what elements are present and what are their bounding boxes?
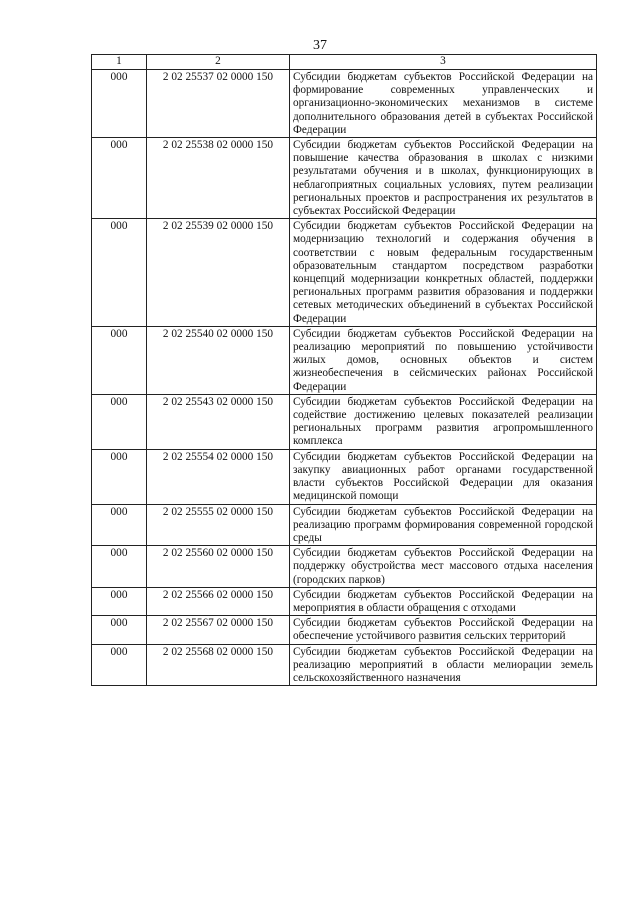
table-header-row: [92, 55, 597, 70]
table-row: [92, 326, 597, 394]
admin-code-cell: 000: [92, 138, 147, 219]
table-row: [92, 546, 597, 588]
classification-code-cell: 2 02 25560 02 0000 150: [147, 546, 290, 588]
classification-code-cell: 2 02 25555 02 0000 150: [147, 504, 290, 546]
admin-code-cell: 000: [92, 546, 147, 588]
admin-code-cell: 000: [92, 70, 147, 138]
income-name-cell: Субсидии бюджетам субъектов Российской Федерации на формирование современных управленческих и организационно-экономических механизмов в системе дополнительного образования детей в субъектах Российской Федерации: [290, 70, 597, 138]
income-name-cell: Субсидии бюджетам субъектов Российской Федерации на содействие достижению целевых показателей реализации региональных программ развития агропромышленного комплекса: [290, 394, 597, 449]
table-row: [92, 587, 597, 615]
table-row: [92, 449, 597, 504]
table-row: [92, 138, 597, 219]
table-row: [92, 394, 597, 449]
table-row: [92, 616, 597, 644]
classification-code-cell: 2 02 25566 02 0000 150: [147, 587, 290, 615]
admin-code-cell: 000: [92, 394, 147, 449]
classification-code-cell: 2 02 25568 02 0000 150: [147, 644, 290, 686]
table-row: [92, 219, 597, 327]
table-row: [92, 70, 597, 138]
income-name-cell: Субсидии бюджетам субъектов Российской Федерации на поддержку обустройства мест массового отдыха населения (городских парков): [290, 546, 597, 588]
classification-code-cell: 2 02 25538 02 0000 150: [147, 138, 290, 219]
admin-code-cell: 000: [92, 326, 147, 394]
admin-code-cell: 000: [92, 644, 147, 686]
classification-code-cell: 2 02 25537 02 0000 150: [147, 70, 290, 138]
page-number: 37: [313, 38, 327, 53]
budget-classification-table: [91, 54, 597, 686]
table-row: [92, 504, 597, 546]
table-row: [92, 644, 597, 686]
income-name-cell: Субсидии бюджетам субъектов Российской Федерации на обеспечение устойчивого развития сельских территорий: [290, 616, 597, 644]
income-name-cell: Субсидии бюджетам субъектов Российской Федерации на мероприятия в области обращения с отходами: [290, 587, 597, 615]
income-name-cell: Субсидии бюджетам субъектов Российской Федерации на повышение качества образования в школах с низкими результатами обучения и в школах, функционирующих в неблагоприятных социальных условиях, путем реализации региональных проектов и распространения их результатов в субъектах Российской Федерации: [290, 138, 597, 219]
classification-code-cell: 2 02 25539 02 0000 150: [147, 219, 290, 327]
admin-code-cell: 000: [92, 616, 147, 644]
admin-code-cell: 000: [92, 449, 147, 504]
classification-code-cell: 2 02 25543 02 0000 150: [147, 394, 290, 449]
income-name-cell: Субсидии бюджетам субъектов Российской Федерации на закупку авиационных работ органами государственной власти субъектов Российской Федерации для оказания медицинской помощи: [290, 449, 597, 504]
income-name-cell: Субсидии бюджетам субъектов Российской Федерации на реализацию мероприятий в области мелиорации земель сельскохозяйственного назначения: [290, 644, 597, 686]
income-name-cell: Субсидии бюджетам субъектов Российской Федерации на реализацию программ формирования современной городской среды: [290, 504, 597, 546]
admin-code-cell: 000: [92, 587, 147, 615]
column-header-1: 1: [92, 55, 147, 70]
column-header-3: 3: [290, 55, 597, 70]
income-name-cell: Субсидии бюджетам субъектов Российской Федерации на реализацию мероприятий по повышению устойчивости жилых домов, основных объектов и систем жизнеобеспечения в сейсмических районах Российской Федерации: [290, 326, 597, 394]
classification-code-cell: 2 02 25540 02 0000 150: [147, 326, 290, 394]
column-header-2: 2: [147, 55, 290, 70]
classification-code-cell: 2 02 25554 02 0000 150: [147, 449, 290, 504]
admin-code-cell: 000: [92, 504, 147, 546]
income-name-cell: Субсидии бюджетам субъектов Российской Федерации на модернизацию технологий и содержания обучения в соответствии с новым федеральным государственным образовательным стандартом посредством разработки концепций модернизации конкретных областей, поддержки региональных программ развития образования и поддержки сетевых методических объединений в субъектах Российской Федерации: [290, 219, 597, 327]
admin-code-cell: 000: [92, 219, 147, 327]
classification-code-cell: 2 02 25567 02 0000 150: [147, 616, 290, 644]
